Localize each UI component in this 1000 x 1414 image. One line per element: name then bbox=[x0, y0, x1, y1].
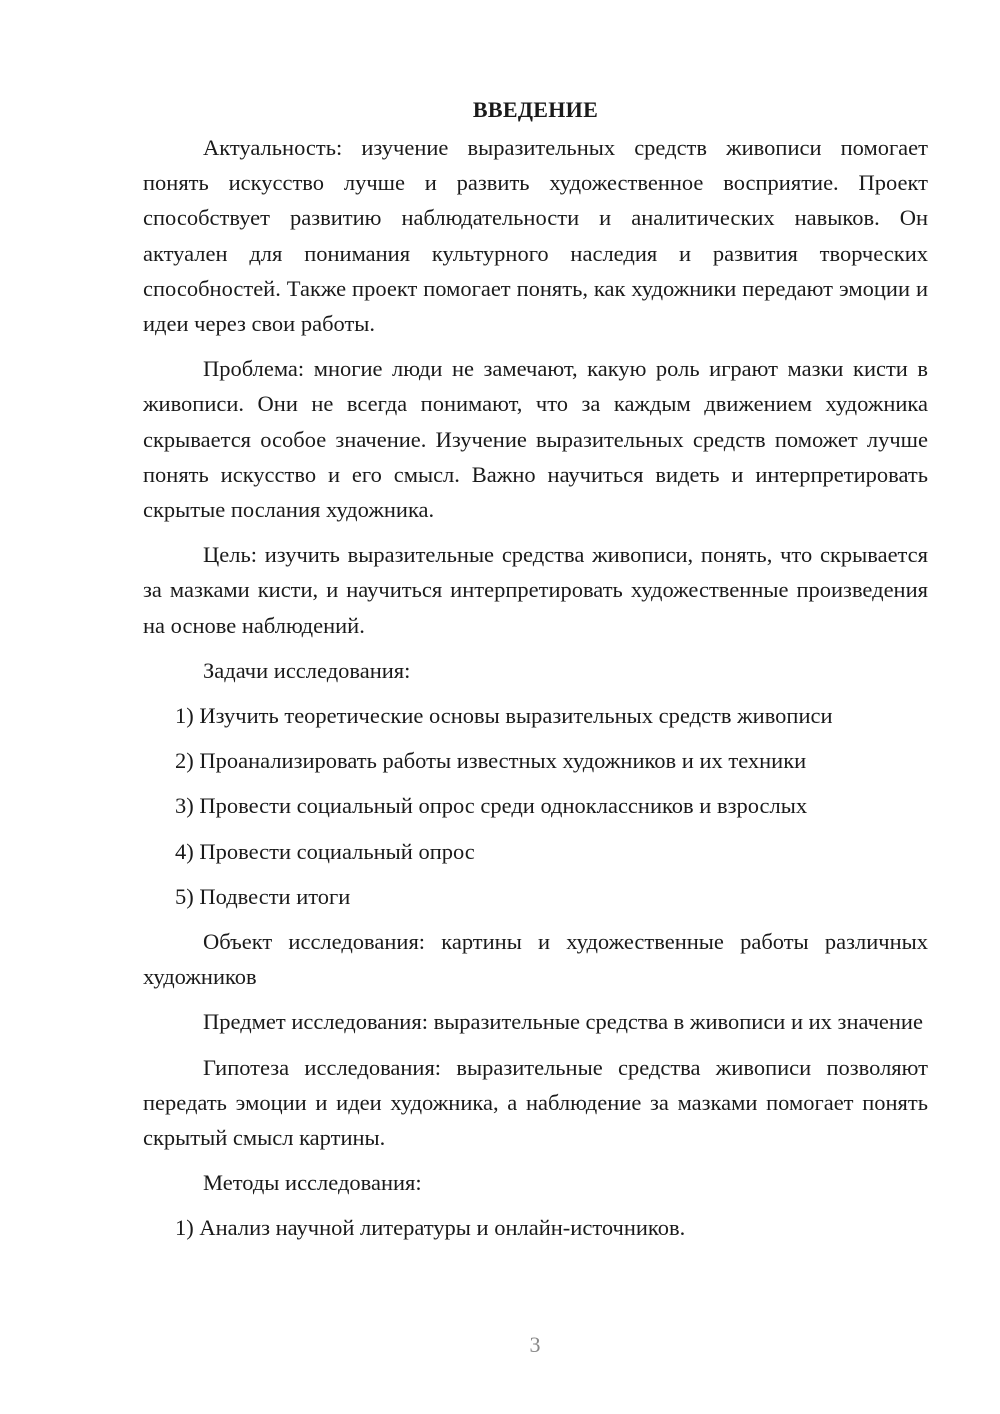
section-heading: ВВЕДЕНИЕ bbox=[472, 97, 599, 122]
paragraph-subject: Предмет исследования: выразительные средства в живописи и их значение bbox=[203, 1009, 923, 1035]
page-number: 3 bbox=[529, 1332, 541, 1357]
list-item: 2) Проанализировать работы известных художников и их техники bbox=[175, 748, 807, 774]
list-item: 3) Провести социальный опрос среди одноклассников и взрослых bbox=[175, 793, 808, 819]
list-item: 4) Провести социальный опрос bbox=[175, 838, 475, 864]
methods-list bbox=[143, 1210, 928, 1245]
paragraph-relevance: Актуальность: изучение выразительных средств живописи помогает понять искусство лучше и развить художественное восприятие. Проект способствует развитию наблюдательности и аналитических навыков. Он актуален для понимания культурного наследия и развития творческих способностей. Также проект помогает понять, как художники передают эмоции и идеи через свои работы. bbox=[143, 135, 928, 337]
tasks-title: Задачи исследования: bbox=[203, 657, 411, 683]
list-item: 1) Изучить теоретические основы выразительных средств живописи bbox=[175, 703, 833, 729]
tasks-list bbox=[143, 698, 928, 914]
paragraph-object: Объект исследования: картины и художественные работы различных художников bbox=[143, 929, 928, 990]
paragraph-hypothesis: Гипотеза исследования: выразительные средства живописи позволяют передать эмоции и идеи художника, а наблюдение за мазками помогает понять скрытый смысл картины. bbox=[143, 1054, 928, 1151]
paragraph-goal: Цель: изучить выразительные средства живописи, понять, что скрывается за мазками кисти, и научиться интерпретировать художественные произведения на основе наблюдений. bbox=[143, 542, 928, 638]
document-page bbox=[143, 90, 928, 1256]
list-item: 1) Анализ научной литературы и онлайн-источников. bbox=[175, 1215, 686, 1241]
paragraph-problem: Проблема: многие люди не замечают, какую роль играют мазки кисти в живописи. Они не всегда понимают, что за каждым движением художника скрывается особое значение. Изучение выразительных средств поможет лучше понять искусство и его смысл. Важно научиться видеть и интерпретировать скрытые послания художника. bbox=[143, 356, 928, 523]
list-item: 5) Подвести итоги bbox=[175, 883, 351, 909]
methods-title: Методы исследования: bbox=[203, 1170, 422, 1196]
